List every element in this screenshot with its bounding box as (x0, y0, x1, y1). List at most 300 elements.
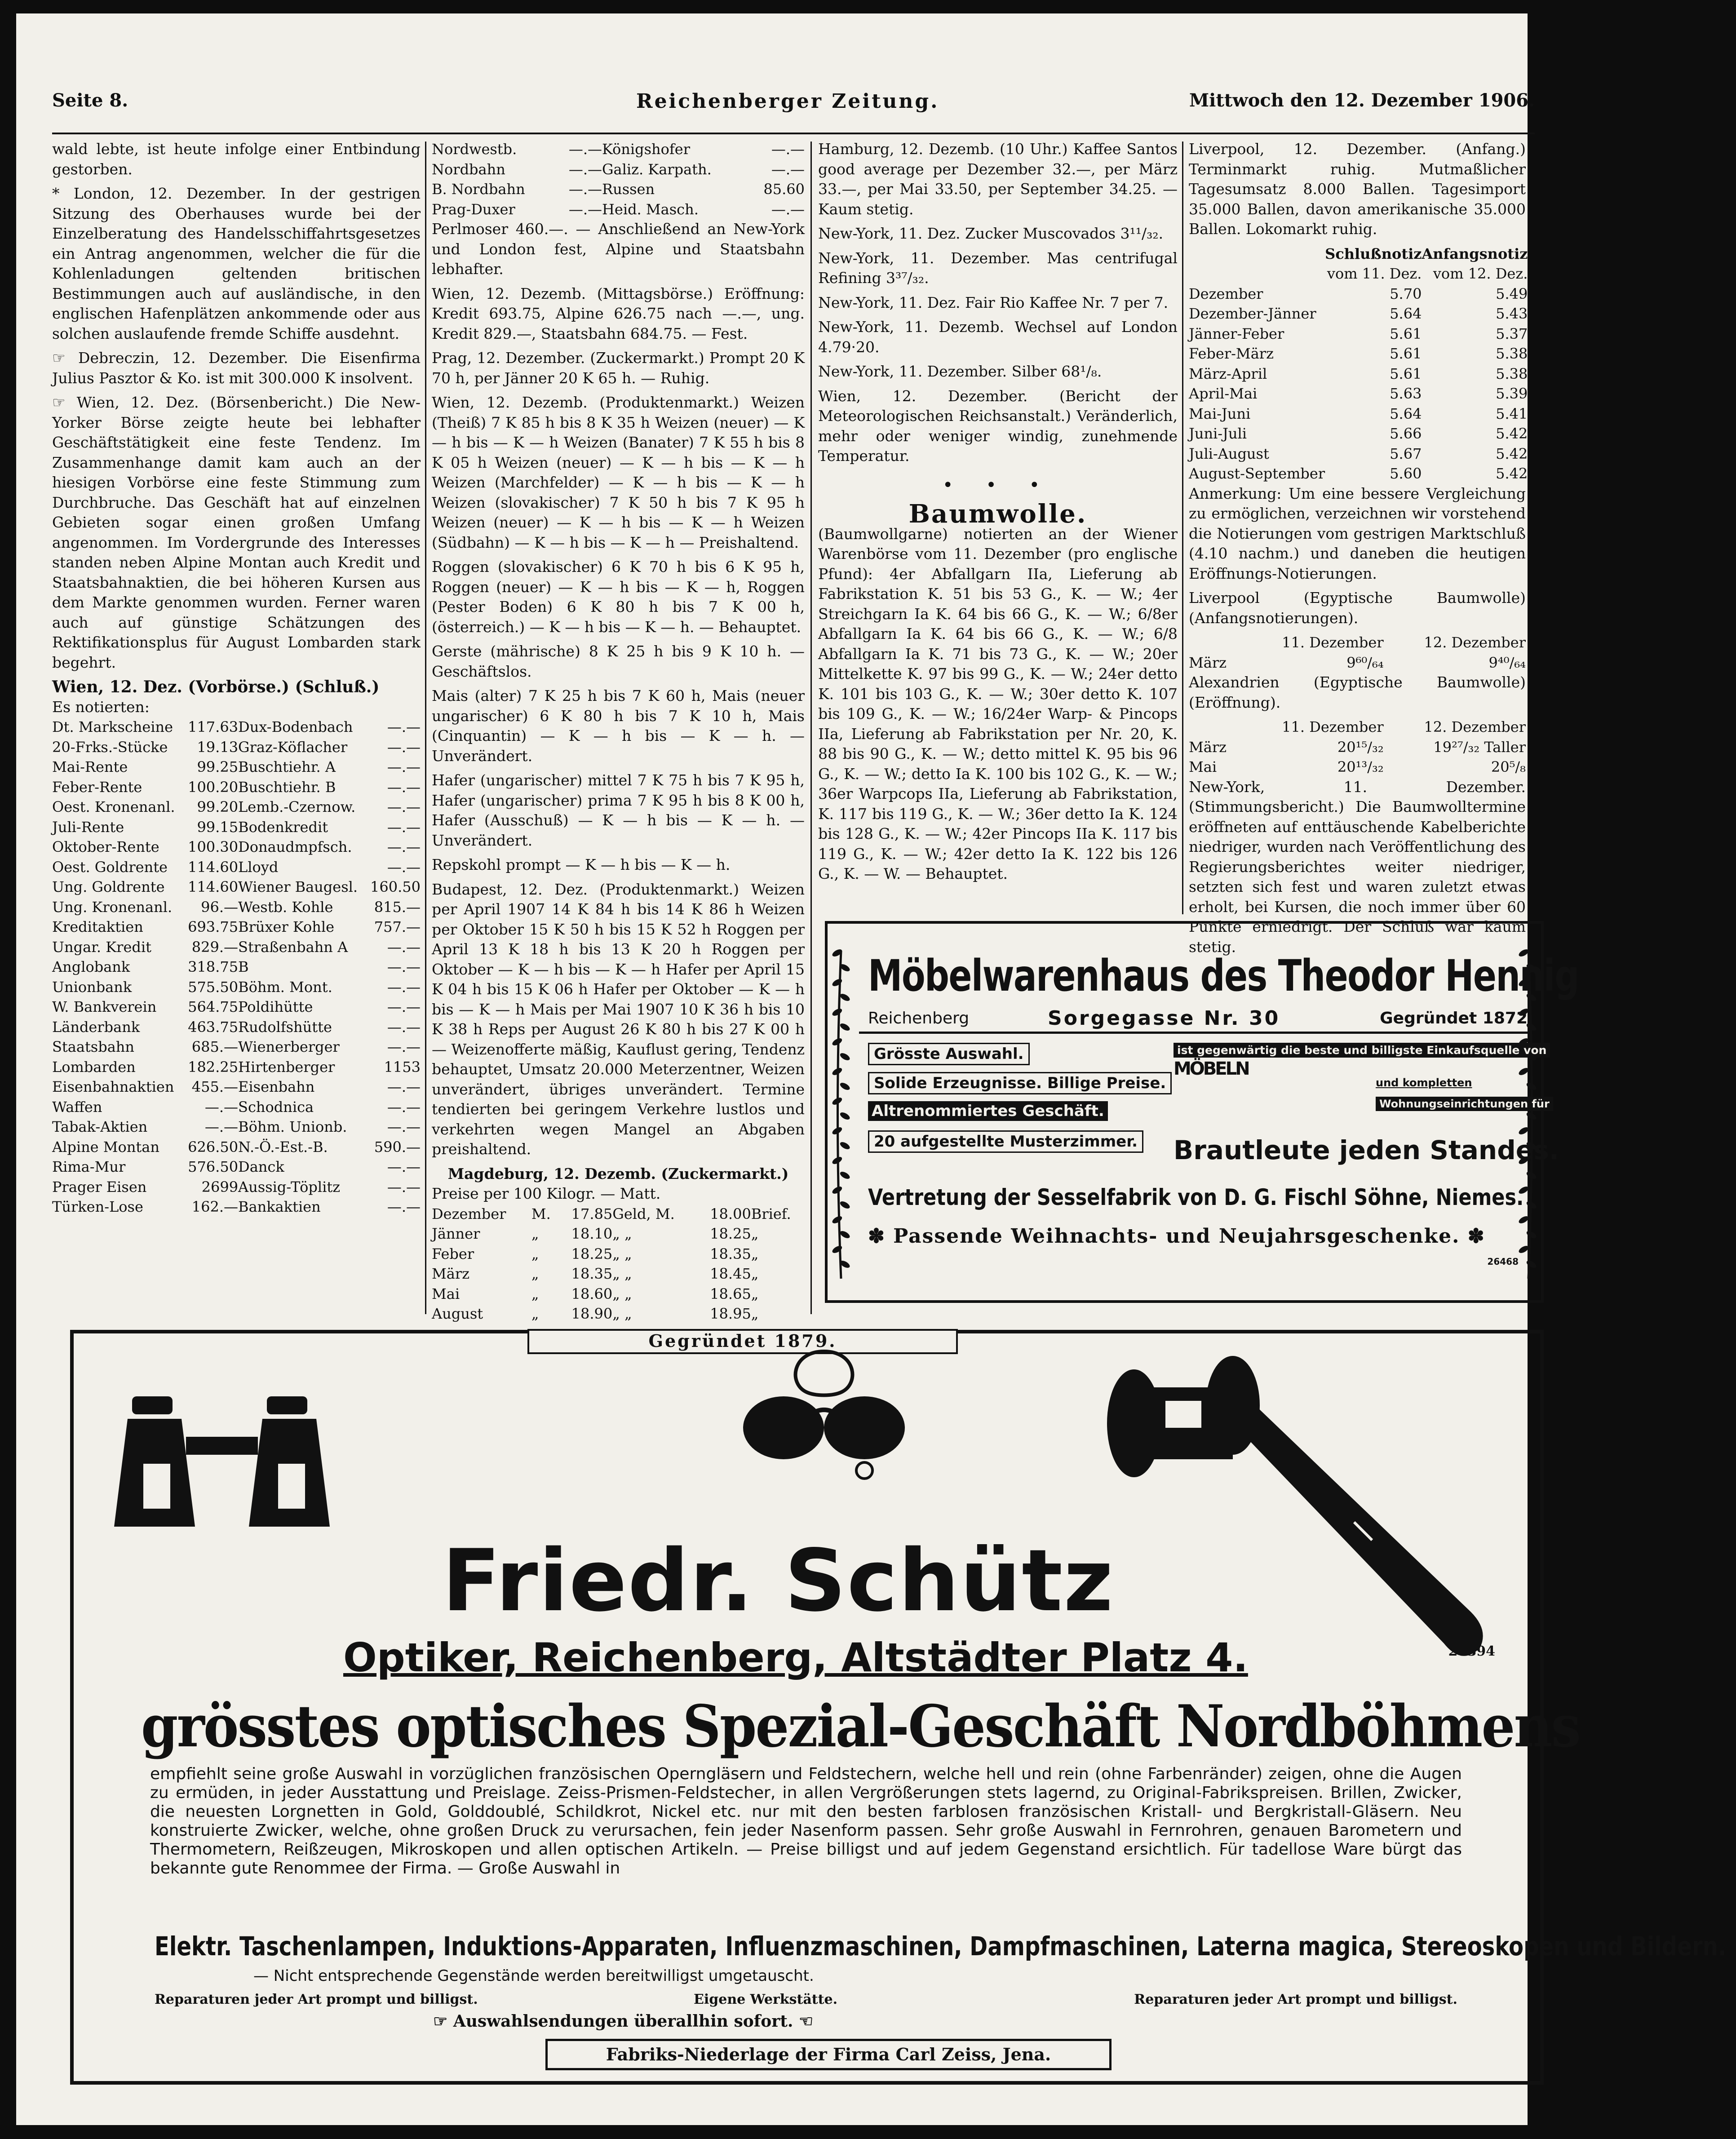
table-cell: „ (531, 1245, 539, 1262)
table-cell: 5.63 (1390, 385, 1422, 402)
table-cell: —.— (387, 1038, 421, 1055)
table-cell: März-April (1189, 365, 1267, 382)
col4-p5: New-York, 11. Dezember. (Stimmungsbericht.) Die Baumwolltermine eröffneten auf enttäuschende Kabelberichte niedriger, wurden nach Veröffentlichung des Regierungsberichtes weiter niedriger, setzten sich fest und waren zuletzt etwas erholt, bei Kursen, die noch immer über 60 Punkte erniedrigt. Der Schluß war kaum stetig. (1189, 778, 1526, 956)
repairs-right: Reparaturen jeder Art prompt und billigst. (1134, 1992, 1457, 2007)
column-2 (432, 139, 805, 1322)
al-h2: 12. Dezember (1424, 718, 1526, 735)
table-cell: B. Nordbahn (432, 181, 525, 198)
table-cell: Jänner (432, 1225, 480, 1242)
table-cell: —.— (387, 978, 421, 996)
table-cell: Königshofer (602, 141, 690, 158)
col2-p10: Budapest, 12. Dez. (Produktenmarkt.) Weizen per April 1907 14 K 84 h bis 14 K 86 h Weizen per Oktober 15 K 50 h bis 15 K 52 h Roggen per April 13 K 18 h bis 13 K 20 h Roggen per Oktober — K — h bis — K — h Hafer per April 15 K 04 h bis 15 K 06 h Hafer per Oktober — K — h bis — K — h Mais per Mai 1907 10 K 36 h bis 10 K 38 h Reps per August 26 K 80 h bis 27 K 00 h — Weizenofferte mäßig, Kauflust gering, Tendenz behauptet, Umsatz 20.000 Meterzentner, Weizen unverändert, übriges unverändert. Termine tendierten bei geringem Verkehre lustlos und verkehrten wegen Mangel an Abgaben preishaltend. (432, 880, 805, 1158)
table-cell: Kreditaktien (52, 918, 143, 935)
table-cell: —.— (387, 1158, 421, 1175)
table-cell: Buschtiehr. B (238, 778, 336, 796)
table-cell: —.— (387, 1098, 421, 1116)
table-row (1189, 424, 1528, 444)
moebel-r3: Wohnungseinrichtungen für (1376, 1097, 1553, 1111)
newspaper-title: Reichenberger Zeitung. (636, 90, 939, 113)
table-cell: 18.65 (710, 1285, 751, 1302)
moebel-b1: Grösste Auswahl. (868, 1043, 1030, 1065)
table-cell: 5.41 (1496, 405, 1528, 422)
table-cell: Eisenbahn (238, 1078, 315, 1095)
table-cell: —.— (204, 1098, 239, 1116)
col3-p8: (Baumwollgarne) notierten an der Wiener Warenbörse vom 11. Dezember (pro englische Pfund): 4er Abfallgarn IIa, Lieferung ab Fabrikstation K. 51 bis 53 G., K. — W.; 4er Streichgarn Ia K. 64 bis 66 G., K. — W.; 6/8er Abfallgarn Ia K. 64 bis 66 G., K. — W.; 6/8 Abfallgarn Ia K. 71 bis 73 G., K. — W.; 20er Mittelkette K. 97 bis 99 G., K. — W.; 24er detto K. 101 bis 103 G., K. — W.; 30er detto K. 107 bis 109 G., K. — W.; 16/24er Warp- & Pincops IIa, Lieferung ab Fabrikstation per Nr. 20, K. 88 bis 90 G., K. — W.; detto mittel K. 95 bis 96 G., K. — W.; detto Ia K. 100 bis 102 G., K. — W.; 36er Warpcops IIa, Lieferung ab Fabrikstation, K. 117 bis 119 G., K. — W.; 36er detto Ia K. 124 bis 128 G., K. — W.; 42er Pincops IIa K. 117 bis 119 G., K. — W.; 42er detto Ia K. 122 bis 126 G., K. — W. — Behauptet. (818, 525, 1178, 882)
magdeburg-subtitle: Preise per 100 Kilogr. — Matt. (432, 1185, 661, 1202)
table-cell: —.— (387, 858, 421, 876)
table-cell: Wiener Baugesl. (238, 878, 358, 895)
table-cell: —.— (387, 1118, 421, 1135)
table-cell: 318.75 (188, 958, 239, 975)
table-row (52, 1077, 421, 1097)
liverpool-table (1189, 244, 1528, 484)
table-cell: 85.60 (763, 181, 805, 198)
col1-p4: ☞ Wien, 12. Dez. (Börsenbericht.) Die New-Yorker Börse zeigte heute bei lebhafter Geschäftstätigkeit eine feste Tendenz. Im Zusammenhange damit kam auch an der hiesigen Vorbörse eine feste Stimmung zum Durchbruche. Das Geschäft hat auf einzelnen Gebieten sogar einen großen Umfang angenommen. Im Vordergrunde des Interesses standen neben Alpine Montan auch Kredit und Staatsbahnaktien, die bei höheren Kursen aus dem Markte genommen wurden. Ferner waren auch auf günstige Schätzungen des Rektifikationsplus für August Lombarden stark begehrt. (52, 394, 421, 671)
table-cell: —.— (387, 718, 421, 735)
moebel-street: Sorgegasse Nr. 30 (1048, 1007, 1280, 1030)
table-cell: Dezember (432, 1205, 506, 1222)
eg-h1: 11. Dezember (1282, 634, 1384, 651)
table-cell: Staatsbahn (52, 1038, 134, 1055)
schuetz-name: Friedr. Schütz (442, 1531, 1114, 1630)
th-schluss: Schlußnotiz (1325, 245, 1422, 262)
table-cell: Länderbank (52, 1018, 140, 1036)
table-cell: M. (531, 1205, 551, 1222)
table-cell: Dezember-Jänner (1189, 305, 1316, 322)
page-header (52, 90, 1535, 121)
table-cell: 114.60 (188, 858, 239, 876)
table-cell: Ung. Kronenanl. (52, 898, 173, 916)
table-row (1189, 304, 1528, 324)
pince-nez-icon (739, 1347, 909, 1491)
table-cell: —.— (387, 758, 421, 775)
baumwolle-title: Baumwolle. (908, 499, 1087, 529)
schuetz-number: 27394 (1448, 1643, 1495, 1659)
schuetz-slogan: grösstes optisches Spezial-Geschäft Nordböhmens (141, 1693, 1580, 1760)
table-cell: —.— (387, 958, 421, 975)
table-cell: Lemb.-Czernow. (238, 798, 356, 815)
table-cell: 17.85 (571, 1205, 613, 1222)
col3-p4: New-York, 11. Dez. Fair Rio Kaffee Nr. 7 per 7. (818, 293, 1169, 311)
table-cell: 815.— (374, 898, 421, 916)
table-row (52, 1157, 421, 1177)
table-cell: 18.95 (710, 1305, 751, 1322)
eg-v2: 9⁴⁰/₆₄ (1488, 654, 1526, 671)
table-cell: —.— (568, 141, 602, 158)
table-row (52, 897, 421, 917)
table-cell: Prag-Duxer (432, 200, 515, 218)
table-cell: Graz-Köflacher (238, 738, 348, 756)
table-row (52, 977, 421, 997)
table-cell: 5.39 (1496, 385, 1528, 402)
table-cell: Juli-Rente (52, 818, 124, 836)
table-row (52, 1097, 421, 1117)
moebel-r1: ist gegenwärtig die beste und billigste Einkaufsquelle von (1174, 1043, 1550, 1058)
table-cell: 100.30 (188, 838, 239, 855)
table-cell: Böhm. Unionb. (238, 1118, 347, 1135)
table-row (432, 1304, 805, 1324)
table-cell: Buschtiehr. A (238, 758, 336, 775)
alexandrien-table (1189, 717, 1526, 777)
table-row (1189, 464, 1528, 484)
schuetz-elektr2: — Nicht entsprechende Gegenstände werden bereitwilligst umgetauscht. (253, 1967, 814, 1985)
table-cell: —.— (387, 938, 421, 956)
table-row (52, 1197, 421, 1217)
table-cell: —.— (568, 200, 602, 218)
col2-p1: Perlmoser 460.—. — Anschließend an New-York und London fest, Alpine und Staatsbahn lebhafter. (432, 220, 805, 278)
table-cell: 5.61 (1390, 325, 1422, 342)
eg-month: März (1189, 654, 1227, 671)
table-cell: Tabak-Aktien (52, 1118, 148, 1135)
col3-p3: New-York, 11. Dezember. Mas centrifugal Refining 3³⁷/₃₂. (818, 249, 1178, 287)
al-month: Mai (1189, 758, 1217, 775)
table-cell: 576.50 (188, 1158, 239, 1175)
table-cell: Böhm. Mont. (238, 978, 332, 996)
vorboerse-title: Wien, 12. Dez. (Vorbörse.) (Schluß.) (52, 678, 380, 696)
table-cell: „ „ (612, 1285, 632, 1302)
table-cell: 1153 (384, 1058, 421, 1076)
table-cell: Oktober-Rente (52, 838, 159, 855)
table-row (432, 1264, 805, 1284)
table-row (52, 1137, 421, 1157)
binoculars-icon (119, 1387, 397, 1531)
table-row (52, 1057, 421, 1077)
table-cell: Aussig-Töplitz (238, 1178, 341, 1196)
section-stars: • • • (942, 474, 1054, 496)
table-row (432, 1244, 805, 1264)
table-cell: Rima-Mur (52, 1158, 126, 1175)
table-cell: Danck (238, 1158, 284, 1175)
table-cell: 5.43 (1496, 305, 1528, 322)
moebel-r2: und kompletten (1376, 1076, 1472, 1089)
schuetz-zeiss: Fabriks-Niederlage der Firma Carl Zeiss, Jena. (545, 2039, 1112, 2070)
schuetz-founded: Gegründet 1879. (527, 1329, 958, 1354)
table-row (432, 1204, 805, 1224)
col3-p7: Wien, 12. Dezember. (Bericht der Meteorologischen Reichsanstalt.) Veränderlich, mehr oder weniger windig, zunehmende Temperatur. (818, 387, 1178, 465)
table-row (52, 877, 421, 897)
table-row (52, 997, 421, 1017)
table-row (1189, 284, 1528, 304)
table-row (432, 199, 805, 220)
col1-p3: ☞ Debreczin, 12. Dezember. Die Eisenfirma Julius Pasztor & Ko. ist mit 300.000 K insolvent. (52, 349, 421, 387)
table-cell: 2699 (201, 1178, 239, 1196)
table-row (52, 957, 421, 977)
table-cell: 5.42 (1496, 465, 1528, 482)
table-cell: Lombarden (52, 1058, 136, 1076)
table-cell: Jänner-Feber (1189, 325, 1284, 342)
table-cell: Geld, M. (612, 1205, 675, 1222)
table-row (52, 717, 421, 737)
table-cell: Dux-Bodenbach (238, 718, 353, 735)
table-row (52, 817, 421, 837)
schuetz-repairs (155, 1992, 1457, 2007)
table-cell: Juli-August (1189, 445, 1269, 462)
table-cell: 18.35 (571, 1265, 613, 1282)
table-cell: 5.61 (1390, 345, 1422, 362)
table-row (432, 139, 805, 159)
table-cell: Türken-Lose (52, 1198, 143, 1215)
table-cell: 564.75 (188, 998, 239, 1015)
table-cell: 162.— (191, 1198, 239, 1215)
table-row (432, 159, 805, 180)
col2-p5: Roggen (slovakischer) 6 K 70 h bis 6 K 95 h, Roggen (neuer) — K — h bis — K — h, Roggen (Pester Boden) 6 K 80 h bis 7 K 00 h, (österreich.) — K — h bis — K — h. — Behauptet. (432, 558, 805, 636)
repairs-left: Reparaturen jeder Art prompt und billigst. (155, 1992, 478, 2007)
table-cell: Brief. (751, 1205, 791, 1222)
schuetz-elektr: Elektr. Taschenlampen, Induktions-Apparaten, Influenzmaschinen, Dampfmaschinen, Laterna magica, Stereoskopen und Bildern. (155, 1931, 1727, 1962)
table-cell: Feber-März (1189, 345, 1274, 362)
table-cell: Feber-Rente (52, 778, 142, 796)
table-cell: 18.60 (571, 1285, 613, 1302)
col3-p5: New-York, 11. Dezemb. Wechsel auf London 4.79·20. (818, 318, 1178, 356)
table-cell: 117.63 (188, 718, 239, 735)
table-cell: Eisenbahnaktien (52, 1078, 174, 1095)
table-row (52, 1037, 421, 1057)
table-cell: W. Bankverein (52, 998, 157, 1015)
col2-p4: Wien, 12. Dezemb. (Produktenmarkt.) Weizen (Theiß) 7 K 85 h bis 8 K 35 h Weizen (neuer) — K — h bis — K — h Weizen (Banater) 7 K 55 h bis 8 K 05 h Weizen (neuer) — K — h bis — K — h Weizen (Marchfelder) — K — h bis — K — h Weizen (slovakischer) 7 K 50 h bis 7 K 95 h Weizen (neuer) — K — h bis — K — h Weizen (Südbahn) — K — h bis — K — h — Preishaltend. (432, 394, 805, 551)
moebel-title: Möbelwarenhaus des Theodor Hennig (868, 951, 1579, 1001)
table-row (1189, 344, 1528, 364)
vorboerse-table (52, 717, 421, 1217)
table-cell: Straßenbahn A (238, 938, 348, 956)
table-cell: 18.00 (710, 1205, 751, 1222)
table-row (432, 179, 805, 199)
table-cell: „ (531, 1265, 539, 1282)
page-number: Seite 8. (52, 90, 128, 111)
schuetz-optiker (343, 1634, 1248, 1681)
col3-p6: New-York, 11. Dezember. Silber 68¹/₈. (818, 363, 1102, 380)
table-cell: 160.50 (370, 878, 421, 895)
column-divider (1182, 142, 1183, 914)
eg-h2: 12. Dezember (1424, 634, 1526, 651)
table-row (52, 837, 421, 857)
table-cell: 182.25 (188, 1058, 239, 1076)
table-cell: 99.15 (197, 818, 239, 836)
table-cell: —.— (387, 738, 421, 756)
table-cell: Unionbank (52, 978, 132, 996)
al-v1: 20¹³/₃₂ (1337, 758, 1384, 775)
schuetz-text: empfiehlt seine große Auswahl in vorzüglichen französischen Operngläsern und Feldstechern, welche hell und rein (ohne Farbenränder) zeigen, ohne die Augen zu ermüden, in jeder Ausstattung und Preislage. Zeiss-Prismen-Feldstecher, in allen Vergrößerungen stets lagernd, zu Original-Fabrikspreisen. Brillen, Zwicker, die neuesten Lorgnetten in Gold, Golddoublé, Schildkrot, Nickel etc. nur mit den besten farblosen französischen Kristall- und Bergkristall-Gläsern. Neu konstruierte Zwicker, welche, ohne großen Druck zu verursachen, fein jeder Nasenform passen. Sehr große Auswahl in Fernrohren, genauen Barometern und Thermometern, Reißzeugen, Mikroskopen und allen optischen Artikeln. — Preise billigst und auf jedem Gegenstand ersichtlich. Für tadellose Ware bürgt das bekannte gute Renommee der Firma. — Große Auswahl in (150, 1765, 1462, 1878)
al-v2: 20⁵/₈ (1491, 758, 1526, 775)
table-cell: Waffen (52, 1098, 102, 1116)
table-cell: 5.64 (1390, 305, 1422, 322)
table-row (52, 757, 421, 777)
table-cell: 18.10 (571, 1225, 613, 1242)
table-cell: 5.37 (1496, 325, 1528, 342)
table-cell: „ „ (612, 1245, 632, 1262)
col4-p1: Liverpool, 12. Dezember. (Anfang.) Terminmarkt ruhig. Mutmaßlicher Tagesumsatz 8.000 Ballen. Tagesimport 35.000 Ballen, davon amerikanische 35.000 Ballen. Lokomarkt ruhig. (1189, 140, 1526, 238)
table-cell: Dt. Markscheine (52, 718, 173, 735)
table-cell: „ (751, 1245, 759, 1262)
table-cell: 5.60 (1390, 465, 1422, 482)
table-cell: —.— (387, 1178, 421, 1196)
al-h1: 11. Dezember (1282, 718, 1384, 735)
table-cell: Prager Eisen (52, 1178, 147, 1196)
table-cell: —.— (387, 998, 421, 1015)
table-cell: 5.49 (1496, 285, 1528, 302)
table-cell: 19.13 (197, 738, 239, 756)
table-cell: Oest. Kronenanl. (52, 798, 175, 815)
table-cell: 5.64 (1390, 405, 1422, 422)
table-cell: 685.— (191, 1038, 239, 1055)
table-cell: August-September (1189, 465, 1325, 482)
col3-p1: Hamburg, 12. Dezemb. (10 Uhr.) Kaffee Santos good average per Dezember 32.—, per März 33.—, per Mai 33.50, per September 34.25. — Kaum stetig. (818, 140, 1178, 218)
table-row (1189, 364, 1528, 384)
col2-p6: Gerste (mährische) 8 K 25 h bis 9 K 10 h. — Geschäftslos. (432, 642, 805, 680)
table-cell: 5.38 (1496, 365, 1528, 382)
table-cell: „ (751, 1265, 759, 1282)
table-cell: Feber (432, 1245, 474, 1262)
table-cell: Dezember (1189, 285, 1263, 302)
table-cell: Mai-Juni (1189, 405, 1251, 422)
col4-p4: Alexandrien (Egyptische Baumwolle) (Eröffnung). (1189, 673, 1526, 711)
table-cell: —.— (387, 838, 421, 855)
magdeburg-table (432, 1204, 805, 1324)
table-row (52, 1017, 421, 1037)
table-cell: 5.61 (1390, 365, 1422, 382)
table-cell: —.— (771, 160, 805, 178)
table-cell: 114.60 (188, 878, 239, 895)
table-cell: B (238, 958, 249, 975)
col2-p8: Hafer (ungarischer) mittel 7 K 75 h bis 7 K 95 h, Hafer (ungarischer) prima 7 K 95 h bis 8 K 00 h, Hafer (Ausschuß) — K — h bis — K — h. — Unverändert. (432, 771, 805, 849)
table-row (52, 937, 421, 957)
table-cell: Poldihütte (238, 998, 313, 1015)
table-cell: Galiz. Karpath. (602, 160, 712, 178)
table-cell: Nordwestb. (432, 141, 517, 158)
table-cell: Mai (432, 1285, 460, 1302)
al-v1: 20¹⁵/₃₂ (1337, 738, 1384, 756)
table-row (1189, 404, 1528, 424)
moebel-founded: Gegründet 1872 (1380, 1009, 1528, 1027)
table-row (52, 1177, 421, 1197)
col2-top-table (432, 139, 805, 219)
moebel-big: MÖBELN (1174, 1058, 1249, 1079)
table-cell: Mai-Rente (52, 758, 128, 775)
table-cell: Nordbahn (432, 160, 505, 178)
moebel-b2: Solide Erzeugnisse. Billige Preise. (868, 1072, 1172, 1094)
table-cell: 5.67 (1390, 445, 1422, 462)
table-cell: Anglobank (52, 958, 130, 975)
table-cell: „ (751, 1305, 759, 1322)
moebel-b4: 20 aufgestellte Musterzimmer. (868, 1130, 1143, 1153)
table-cell: 100.20 (188, 778, 239, 796)
table-cell: 693.75 (188, 918, 239, 935)
table-cell: 96.— (201, 898, 239, 916)
moebel-weihnachten: ✽ Passende Weihnachts- und Neujahrsgeschenke. ✽ (868, 1225, 1485, 1248)
table-cell: 5.66 (1390, 425, 1422, 442)
table-cell: März (432, 1265, 469, 1282)
table-cell: 626.50 (188, 1138, 239, 1156)
table-cell: Ung. Goldrente (52, 878, 165, 895)
table-cell: —.— (387, 778, 421, 796)
table-row (52, 917, 421, 937)
table-cell: 18.35 (710, 1245, 751, 1262)
column-divider (425, 142, 426, 1314)
col2-p3: Prag, 12. Dezember. (Zuckermarkt.) Prompt 20 K 70 h, per Jänner 20 K 65 h. — Ruhig. (432, 349, 805, 387)
header-rule (52, 133, 1535, 134)
table-cell: Rudolfshütte (238, 1018, 332, 1036)
table-row (52, 857, 421, 877)
table-cell: Westb. Kohle (238, 898, 333, 916)
table-cell: Oest. Goldrente (52, 858, 168, 876)
table-cell: Brüxer Kohle (238, 918, 335, 935)
col4-p2: Anmerkung: Um eine bessere Vergleichung zu ermöglichen, verzeichnen wir vorstehend die Notierungen vom gestrigen Marktschluß (4.10 nachm.) und daneben die heutigen Eröffnungs-Notierungen. (1189, 484, 1526, 582)
schuetz-advertisement (70, 1330, 1727, 2085)
table-row (1189, 384, 1528, 404)
table-row (52, 777, 421, 797)
table-cell: 590.— (374, 1138, 421, 1156)
table-cell: 575.50 (188, 978, 239, 996)
table-cell: 829.— (191, 938, 239, 956)
table-cell: Hirtenberger (238, 1058, 335, 1076)
table-row (432, 1284, 805, 1304)
newspaper-page (16, 13, 1727, 2125)
table-cell: Heid. Masch. (602, 200, 699, 218)
col2-p9: Repskohl prompt — K — h bis — K — h. (432, 856, 731, 873)
col4-p3: Liverpool (Egyptische Baumwolle) (Anfangsnotierungen). (1189, 589, 1526, 627)
table-cell: Ungar. Kredit (52, 938, 151, 956)
table-cell: „ „ (612, 1265, 632, 1282)
table-cell: „ (531, 1305, 539, 1322)
table-cell: „ (751, 1285, 759, 1302)
table-cell: 99.20 (197, 798, 239, 815)
col1-p2: * London, 12. Dezember. In der gestrigen Sitzung des Oberhauses wurde bei der Einzelberatung des Handelsschiffahrtsgesetzes ein Antrag angenommen, welcher die für die Kohlenladungen geltenden britischen Bestimmungen auch auf ausländische, in den englischen Hafenplätzen ankommende oder aus solchen auslaufende fremde Schiffe ausdehnt. (52, 185, 421, 342)
table-cell: N.-Ö.-Est.-B. (238, 1138, 328, 1156)
col3-p2: New-York, 11. Dez. Zucker Muscovados 3¹¹/₃₂. (818, 225, 1164, 242)
issue-date: Mittwoch den 12. Dezember 1906. (1189, 90, 1535, 111)
table-cell: „ (531, 1285, 539, 1302)
table-cell: 18.90 (571, 1305, 613, 1322)
table-cell: —.— (387, 818, 421, 836)
table-cell: —.— (568, 181, 602, 198)
col2-p2: Wien, 12. Dezemb. (Mittagsbörse.) Eröffnung: Kredit 693.75, Alpine 626.75 nach —.—, ung. Kredit 829.—, Staatsbahn 684.75. — Fest. (432, 284, 805, 342)
moebel-advertisement (825, 921, 1579, 1303)
al-v2: 19²⁷/₃₂ Taller (1433, 738, 1526, 756)
table-cell: April-Mai (1189, 385, 1258, 402)
vorboerse-subtitle: Es notierten: (52, 698, 150, 716)
table-row (1189, 444, 1528, 464)
table-row (1189, 324, 1528, 344)
column-4 (1189, 139, 1528, 956)
moebel-b3: Altrenommiertes Geschäft. (868, 1101, 1108, 1121)
table-cell: Russen (602, 181, 655, 198)
moebel-code: 26468 (1487, 1256, 1519, 1267)
schuetz-auswahl: ☞ Auswahlsendungen überallhin sofort. ☜ (433, 2012, 814, 2031)
table-cell: 463.75 (188, 1018, 239, 1036)
table-cell: Donaudmpfsch. (238, 838, 352, 855)
table-cell: 757.— (374, 918, 421, 935)
table-cell: „ „ (612, 1225, 632, 1242)
th-date2: vom 12. Dez. (1433, 265, 1528, 282)
table-cell: 18.45 (710, 1265, 751, 1282)
table-row (52, 797, 421, 817)
column-1 (52, 139, 421, 1316)
table-cell: 18.25 (710, 1225, 751, 1242)
table-cell: Bodenkredit (238, 818, 328, 836)
opera-glasses-icon (1085, 1351, 1489, 1675)
werkstaette: Eigene Werkstätte. (694, 1992, 838, 2007)
table-cell: Bankaktien (238, 1198, 321, 1215)
table-cell: 5.38 (1496, 345, 1528, 362)
table-cell: —.— (771, 200, 805, 218)
moebel-city: Reichenberg (868, 1009, 970, 1027)
table-cell: 99.25 (197, 758, 239, 775)
eg-v1: 9⁶⁰/₆₄ (1346, 654, 1384, 671)
moebel-brautleute: Brautleute jeden Standes. (1174, 1135, 1559, 1165)
table-cell: 20-Frks.-Stücke (52, 738, 168, 756)
table-cell: 5.42 (1496, 445, 1528, 462)
table-cell: Juni-Juli (1189, 425, 1247, 442)
th-anfang: Anfangsnotiz (1422, 245, 1528, 262)
